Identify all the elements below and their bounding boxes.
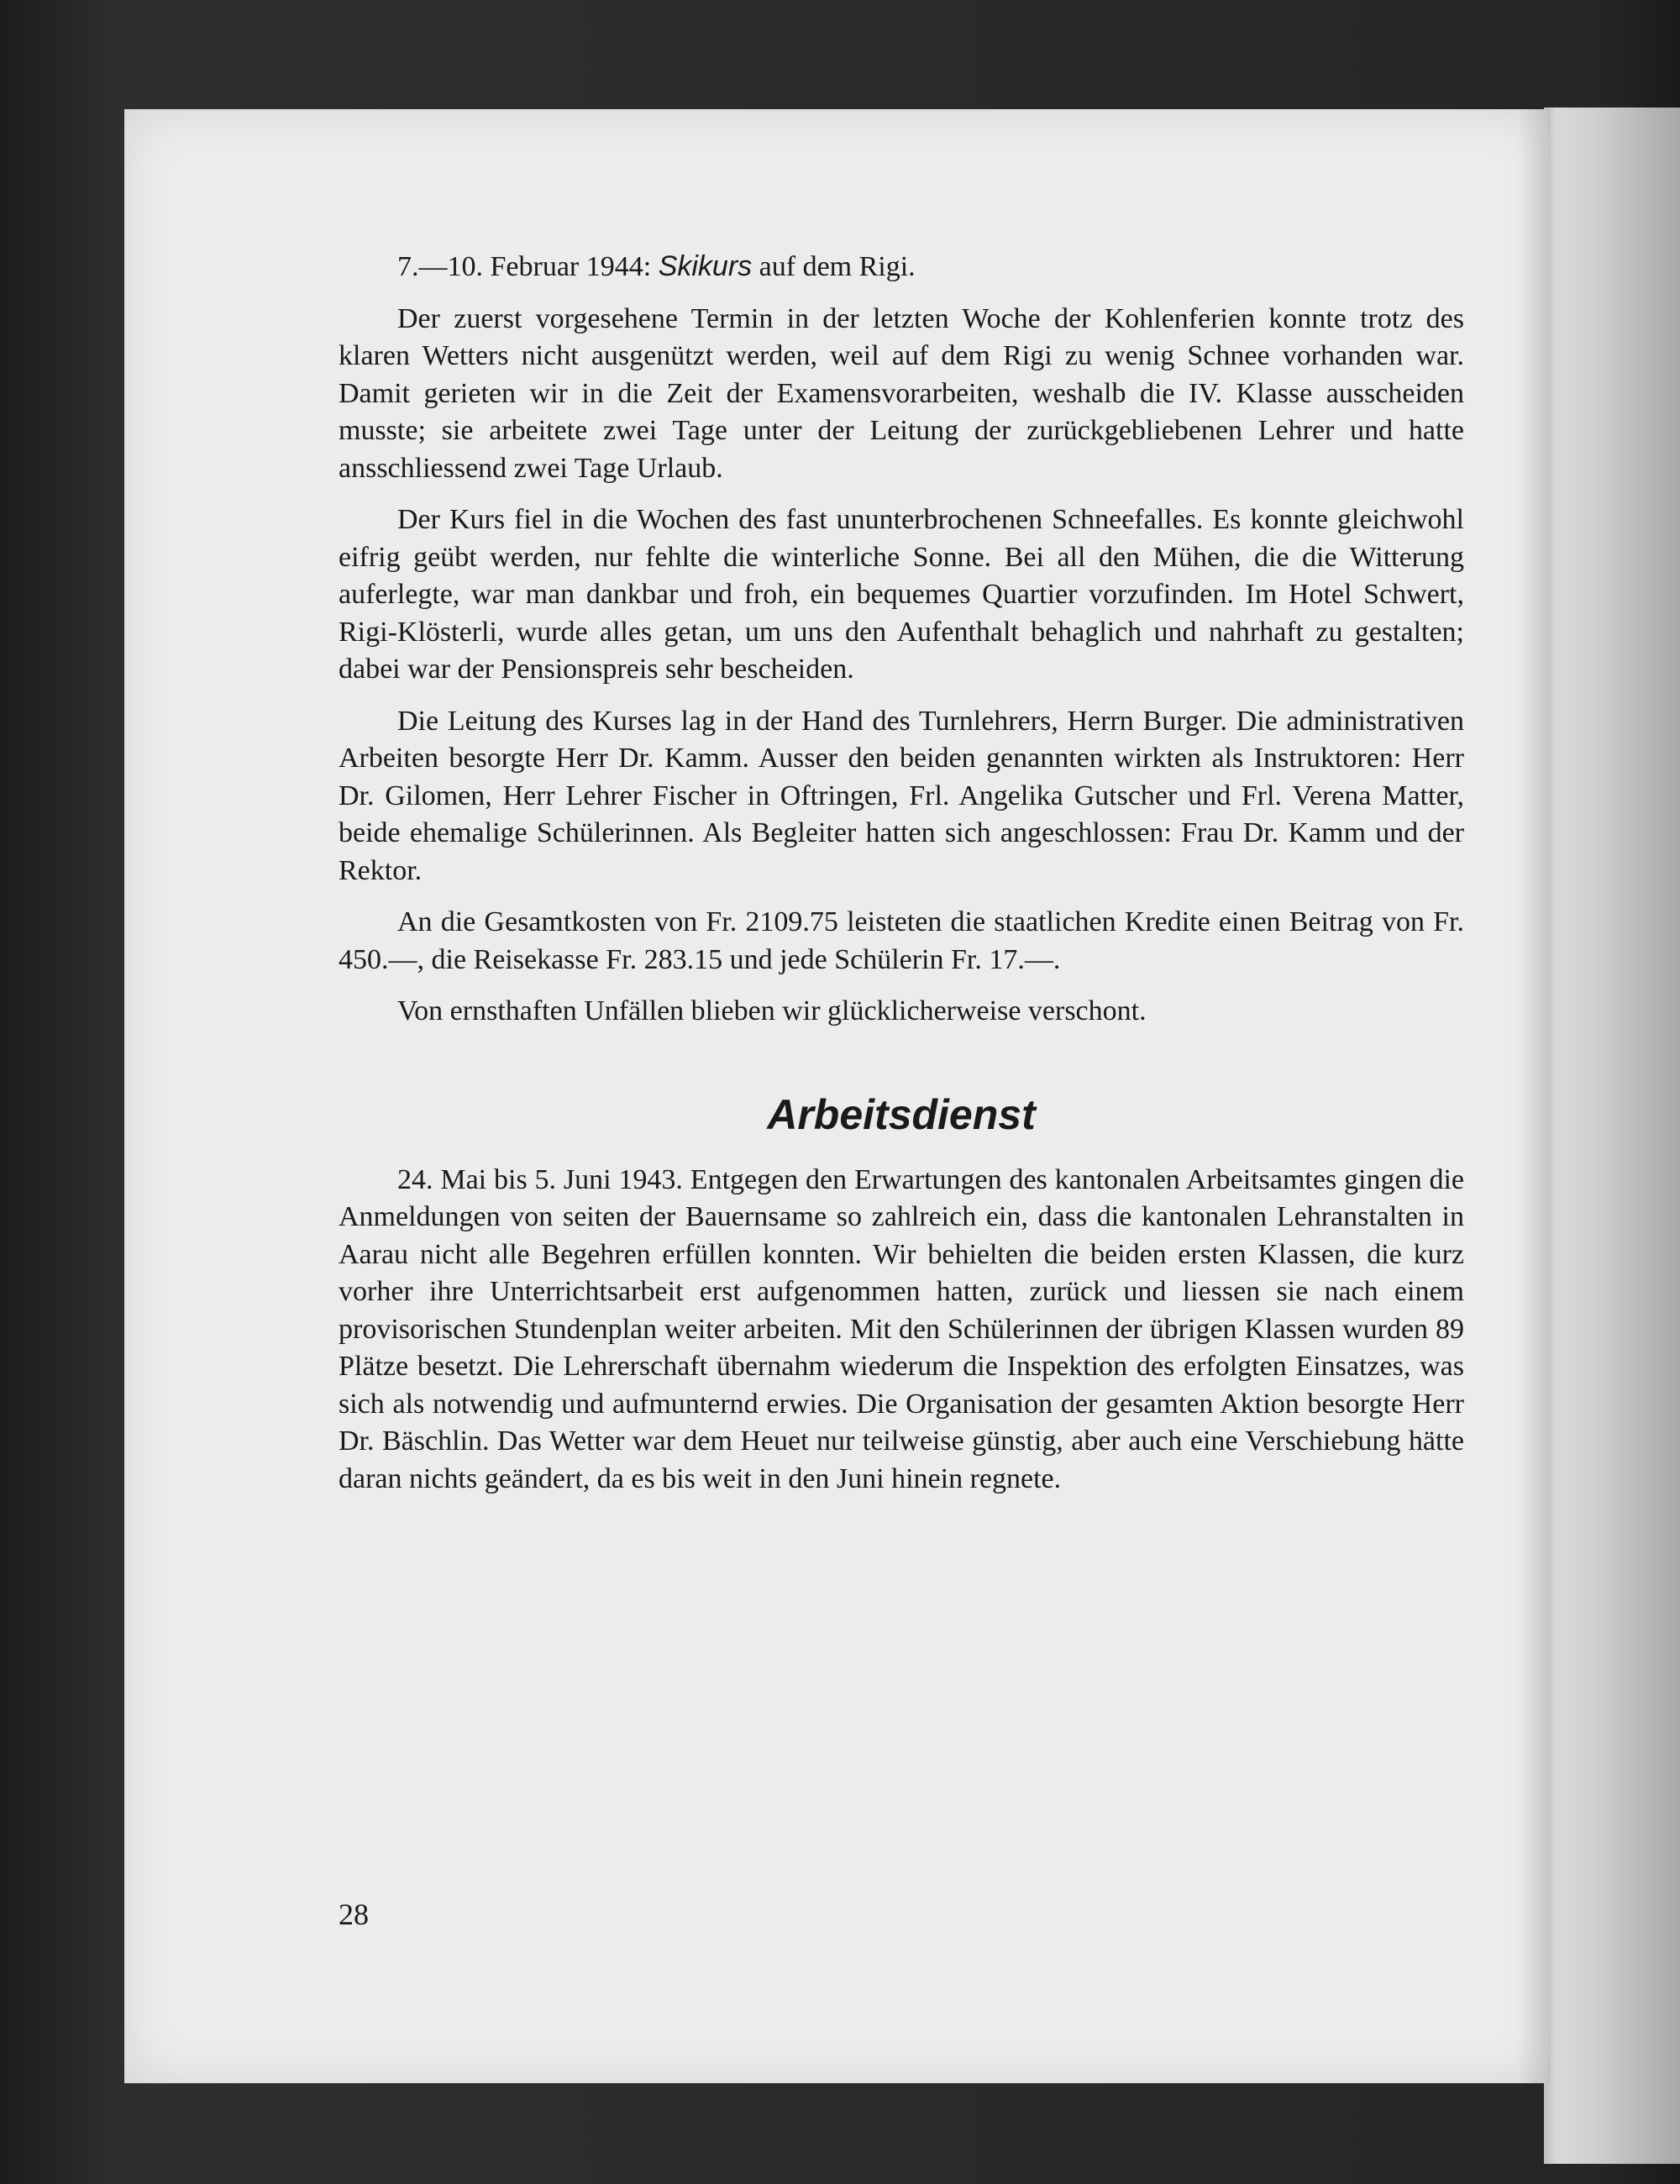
ski-course-date: 7.—10. Februar 1944:	[397, 251, 652, 282]
ski-paragraph-4: An die Gesamtkosten von Fr. 2109.75 leisteten die staatlichen Kredite einen Beitrag von Fr. 450.—, die Reisekasse Fr. 283.15 und jede Schülerin Fr. 17.—.	[339, 906, 1464, 975]
ski-course-topic: Skikurs	[658, 250, 753, 282]
ski-paragraph-2: Der Kurs fiel in die Wochen des fast ununterbrochenen Schneefalles. Es konnte gleichwohl eifrig geübt werden, nur fehlte die winterliche Sonne. Bei all den Mühen, die die Witterung auferlegte, war man dankbar und froh, ein bequemes Quartier vorzufinden. Im Hotel Schwert, Rigi-Klösterli, wurde alles getan, um uns den Aufenthalt behaglich und nahrhaft zu gestalten; dabei war der Pensionspreis sehr bescheiden.	[339, 504, 1464, 685]
section-title-arbeitsdienst: Arbeitsdienst	[767, 1090, 1036, 1138]
ski-course-place: auf dem Rigi.	[759, 251, 916, 282]
facing-page-edge	[1544, 108, 1680, 2164]
page-text	[339, 248, 1464, 1512]
page-number: 28	[339, 1898, 369, 1931]
arbeitsdienst-paragraph-1: 24. Mai bis 5. Juni 1943. Entgegen den Erwartungen des kantonalen Arbeitsamtes gingen die Anmeldungen von seiten der Bauernsame so zahlreich ein, dass die kantonalen Lehranstalten in Aarau nicht alle Begehren erfüllen konnten. Wir behielten die beiden ersten Klassen, die kurz vorher ihre Unterrichtsarbeit erst aufgenommen hatten, zurück und liessen sie nach einem provisorischen Stundenplan weiter arbeiten. Mit den Schülerinnen der übrigen Klassen wurden 89 Plätze besetzt. Die Lehrerschaft übernahm wiederum die Inspektion des erfolgten Einsatzes, was sich als notwendig und aufmunternd erwies. Die Organisation der gesamten Aktion besorgte Herr Dr. Bäschlin. Das Wetter war dem Heuet nur teilweise günstig, aber auch eine Verschiebung hätte daran nichts geändert, da es bis weit in den Juni hinein regnete.	[339, 1163, 1464, 1494]
document-page	[124, 109, 1551, 2083]
ski-paragraph-5: Von ernsthaften Unfällen blieben wir glücklicherweise verschont.	[397, 995, 1147, 1026]
ski-paragraph-1: Der zuerst vorgesehene Termin in der letzten Woche der Kohlenferien konnte trotz des klaren Wetters nicht ausgenützt werden, weil auf dem Rigi zu wenig Schnee vorhanden war. Damit gerieten wir in die Zeit der Examensvorarbeiten, weshalb die IV. Klasse ausscheiden musste; sie arbeitete zwei Tage unter der Leitung der zurückgebliebenen Lehrer und hatte ansschliessend zwei Tage Urlaub.	[339, 302, 1464, 484]
spine-shadow	[1517, 109, 1551, 2083]
ski-paragraph-3: Die Leitung des Kurses lag in der Hand des Turnlehrers, Herrn Burger. Die administrativen Arbeiten besorgte Herr Dr. Kamm. Ausser den beiden genannten wirkten als Instruktoren: Herr Dr. Gilomen, Herr Lehrer Fischer in Oftringen, Frl. Angelika Gutscher und Frl. Verena Matter, beide ehemalige Schülerinnen. Als Begleiter hatten sich angeschlossen: Frau Dr. Kamm und der Rektor.	[339, 705, 1464, 886]
ski-course-heading	[339, 248, 1464, 286]
